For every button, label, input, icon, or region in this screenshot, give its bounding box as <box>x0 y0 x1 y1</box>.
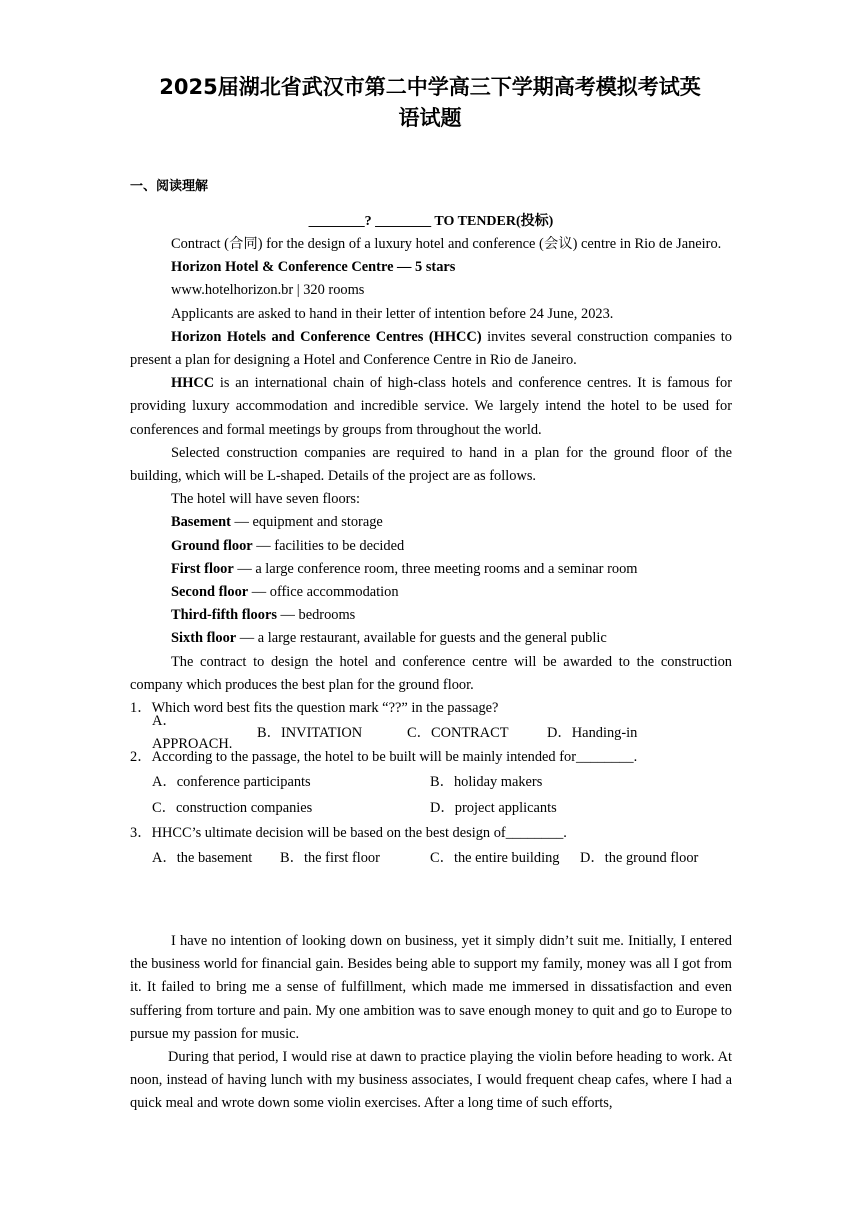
document-title <box>100 72 760 134</box>
option-a: A．conference participants <box>152 774 311 791</box>
option-a: A．APPROACH. <box>152 713 233 753</box>
floor-item: Basement — equipment and storage <box>171 514 383 531</box>
option-d: D．the ground floor <box>580 849 699 866</box>
paragraph: Selected construction companies are required to hand in a plan for the ground floor of the building, which will be L-shaped. Details of the project are as follows. <box>130 444 732 485</box>
option-c: C．CONTRACT <box>407 724 509 741</box>
question-1: 1．Which word best fits the question mark “??” in the passage? <box>130 700 499 717</box>
question-2-options-row-1 <box>130 770 732 796</box>
title-line-2: 语试题 <box>398 106 462 130</box>
title-line-1: 2025届湖北省武汉市第二中学高三下学期高考模拟考试英 <box>159 75 701 99</box>
paragraph: The contract to design the hotel and conference centre will be awarded to the construction company which produces the best plan for the ground floor. <box>130 653 732 693</box>
deadline-line: Applicants are asked to hand in their letter of intention before 24 June, 2023. <box>171 305 614 322</box>
floor-item: Sixth floor — a large restaurant, available for guests and the general public <box>171 630 607 647</box>
question-2-options-row-2 <box>130 796 732 822</box>
option-b: B．INVITATION <box>257 724 363 741</box>
paragraph: HHCC is an international chain of high-class hotels and conference centres. It is famous for providing luxury accommodation and incredible service. We largely intend the hotel to be used for conferences and formal meetings by groups from throughout the world. <box>130 375 732 438</box>
option-b: B．the first floor <box>280 849 380 866</box>
paragraph: I have no intention of looking down on business, yet it simply didn’t suit me. Initially, I entered the business world for financial gain. Besides being able to support my family, money was all I got from it. It failed to bring me a sense of fulfillment, which made me immersed in dissatisfaction and even suffering from torture and pain. My one ambition was to save enough money to quit and go to Europe to pursue my passion for music. <box>130 933 732 1042</box>
question-3: 3．HHCC’s ultimate decision will be based on the best design of________. <box>130 825 567 842</box>
floor-item: First floor — a large conference room, three meeting rooms and a seminar room <box>171 560 638 577</box>
floors-intro: The hotel will have seven floors: <box>171 491 361 508</box>
question-1-options <box>130 713 732 753</box>
option-c: C．the entire building <box>430 849 560 866</box>
hotel-name: Horizon Hotel & Conference Centre — 5 stars <box>171 259 456 276</box>
option-d: D．project applicants <box>430 800 557 817</box>
paragraph: Horizon Hotels and Conference Centres (HHCC) invites several construction companies to present a plan for designing a Hotel and Conference Centre in Rio de Janeiro. <box>130 328 732 369</box>
paragraph: Contract (合同) for the design of a luxury hotel and conference (会议) centre in Rio de Janeiro. <box>171 236 722 252</box>
floor-item: Second floor — office accommodation <box>171 584 399 601</box>
option-d: D．Handing-in <box>547 724 638 741</box>
option-b: B．holiday makers <box>430 774 543 791</box>
passage-a-heading: ________? ________ TO TENDER(投标) <box>308 214 554 229</box>
website-line: www.hotelhorizon.br | 320 rooms <box>171 282 365 299</box>
passage-a-body <box>130 233 732 871</box>
option-c: C．construction companies <box>152 800 313 817</box>
floor-item: Ground floor — facilities to be decided <box>171 537 405 554</box>
question-2: 2．According to the passage, the hotel to be built will be mainly intended for________. <box>130 749 638 766</box>
paragraph: During that period, I would rise at dawn to practice playing the violin before heading to work. At noon, instead of having lunch with my business associates, I would frequent cheap cafes, where I had a quick meal and wrote down some violin exercises. After a long time of such efforts, <box>130 1049 732 1112</box>
section-heading: 一、阅读理解 <box>130 179 209 194</box>
passage-b-body <box>130 930 732 1116</box>
question-3-options <box>130 845 732 871</box>
option-a: A．the basement <box>152 849 253 866</box>
floor-item: Third-fifth floors — bedrooms <box>171 607 356 624</box>
